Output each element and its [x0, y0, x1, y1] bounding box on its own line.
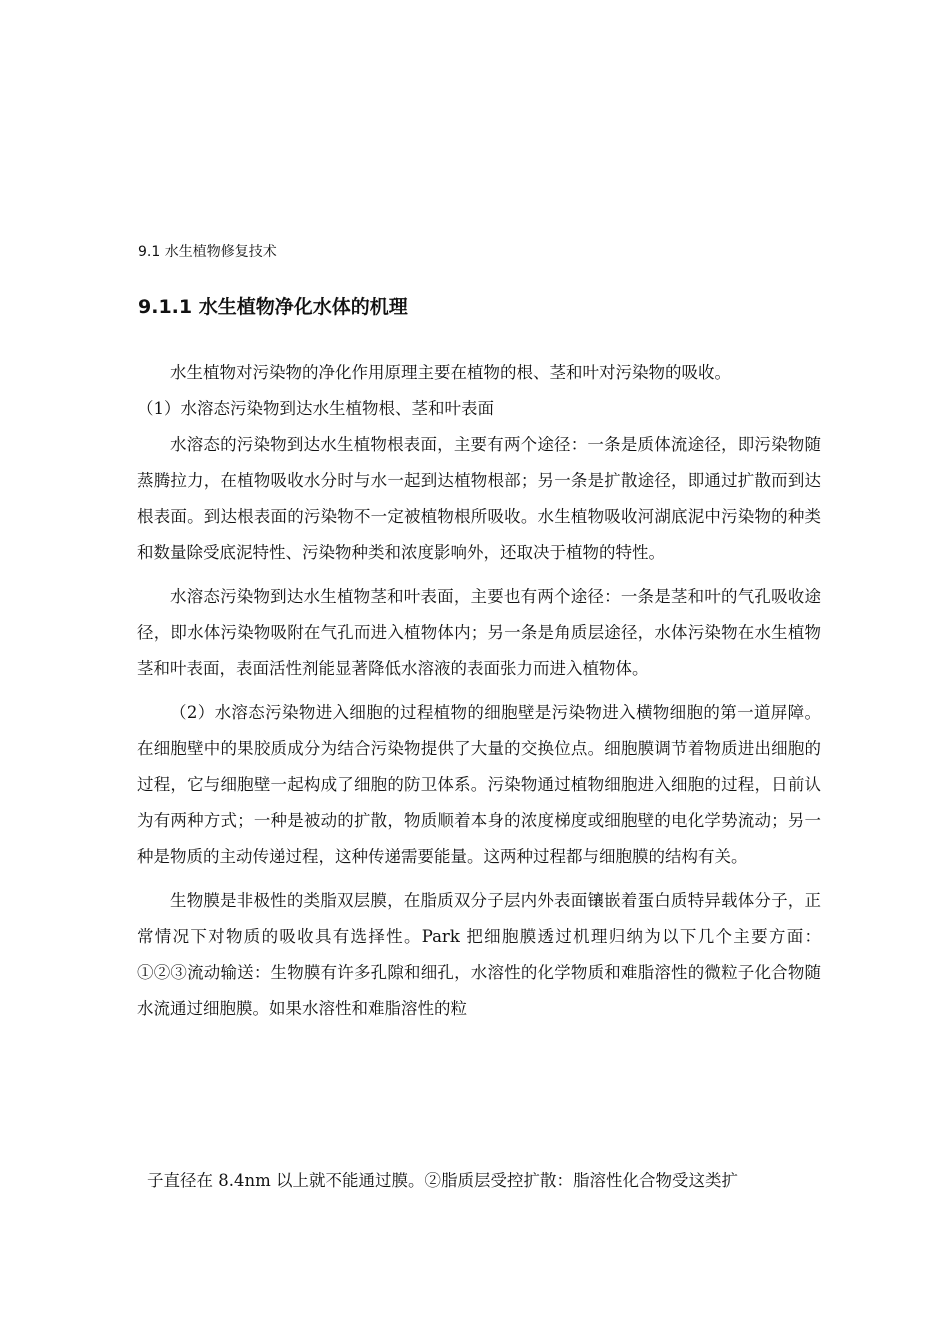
subsection-title: 9.1.1 水生植物净化水体的机理: [138, 296, 408, 318]
paragraph-heading-1: （1）水溶态污染物到达水生植物根、茎和叶表面: [137, 399, 494, 418]
paragraph-cell-entry: （2）水溶态污染物进入细胞的过程植物的细胞壁是污染物进入横物细胞的第一道屏障。在细胞壁中的果胶质成分为结合污染物提供了大量的交换位点。细胞膜调节着物质进出细胞的过程，它与细胞壁一起构成了细胞的防卫体系。污染物通过植物细胞进入细胞的过程，日前认为有两种方式；一种是被动的扩散，物质顺着本身的浓度梯度或细胞壁的电化学势流动；另一种是物质的主动传递过程，这种传递需要能量。这两种过程都与细胞膜的结构有关。: [137, 703, 821, 866]
paragraph-intro: 水生植物对污染物的净化作用原理主要在植物的根、茎和叶对污染物的吸收。: [170, 363, 731, 382]
paragraph-biomembrane: 生物膜是非极性的类脂双层膜，在脂质双分子层内外表面镶嵌着蛋白质特异载体分子，正常情况下对物质的吸收具有选择性。Park 把细胞膜透过机理归纳为以下几个主要方面：①②③流动输送：生物膜有许多孔隙和细孔，水溶性的化学物质和难脂溶性的微粒子化合物随水流通过细胞膜。如果水溶性和难脂溶性的粒: [137, 891, 821, 1018]
paragraph-root-surface: 水溶态的污染物到达水生植物根表面，主要有两个途径：一条是质体流途径，即污染物随蒸腾拉力，在植物吸收水分时与水一起到达植物根部；另一条是扩散途径，即通过扩散而到达根表面。到达根表面的污染物不一定被植物根所吸收。水生植物吸收河湖底泥中污染物的种类和数量除受底泥特性、污染物种类和浓度影响外，还取决于植物的特性。: [137, 435, 821, 562]
trailing-line: 子直径在 8.4nm 以上就不能通过膜。②脂质层受控扩散：脂溶性化合物受这类扩: [147, 1171, 739, 1190]
section-title: 9.1 水生植物修复技术: [138, 244, 277, 260]
paragraph-stem-leaf-surface: 水溶态污染物到达水生植物茎和叶表面，主要也有两个途径：一条是茎和叶的气孔吸收途径，即水体污染物吸附在气孔而进入植物体内；另一条是角质层途径，水体污染物在水生植物茎和叶表面，表面活性剂能显著降低水溶液的表面张力而进入植物体。: [137, 587, 821, 678]
body-text: [137, 355, 821, 1027]
